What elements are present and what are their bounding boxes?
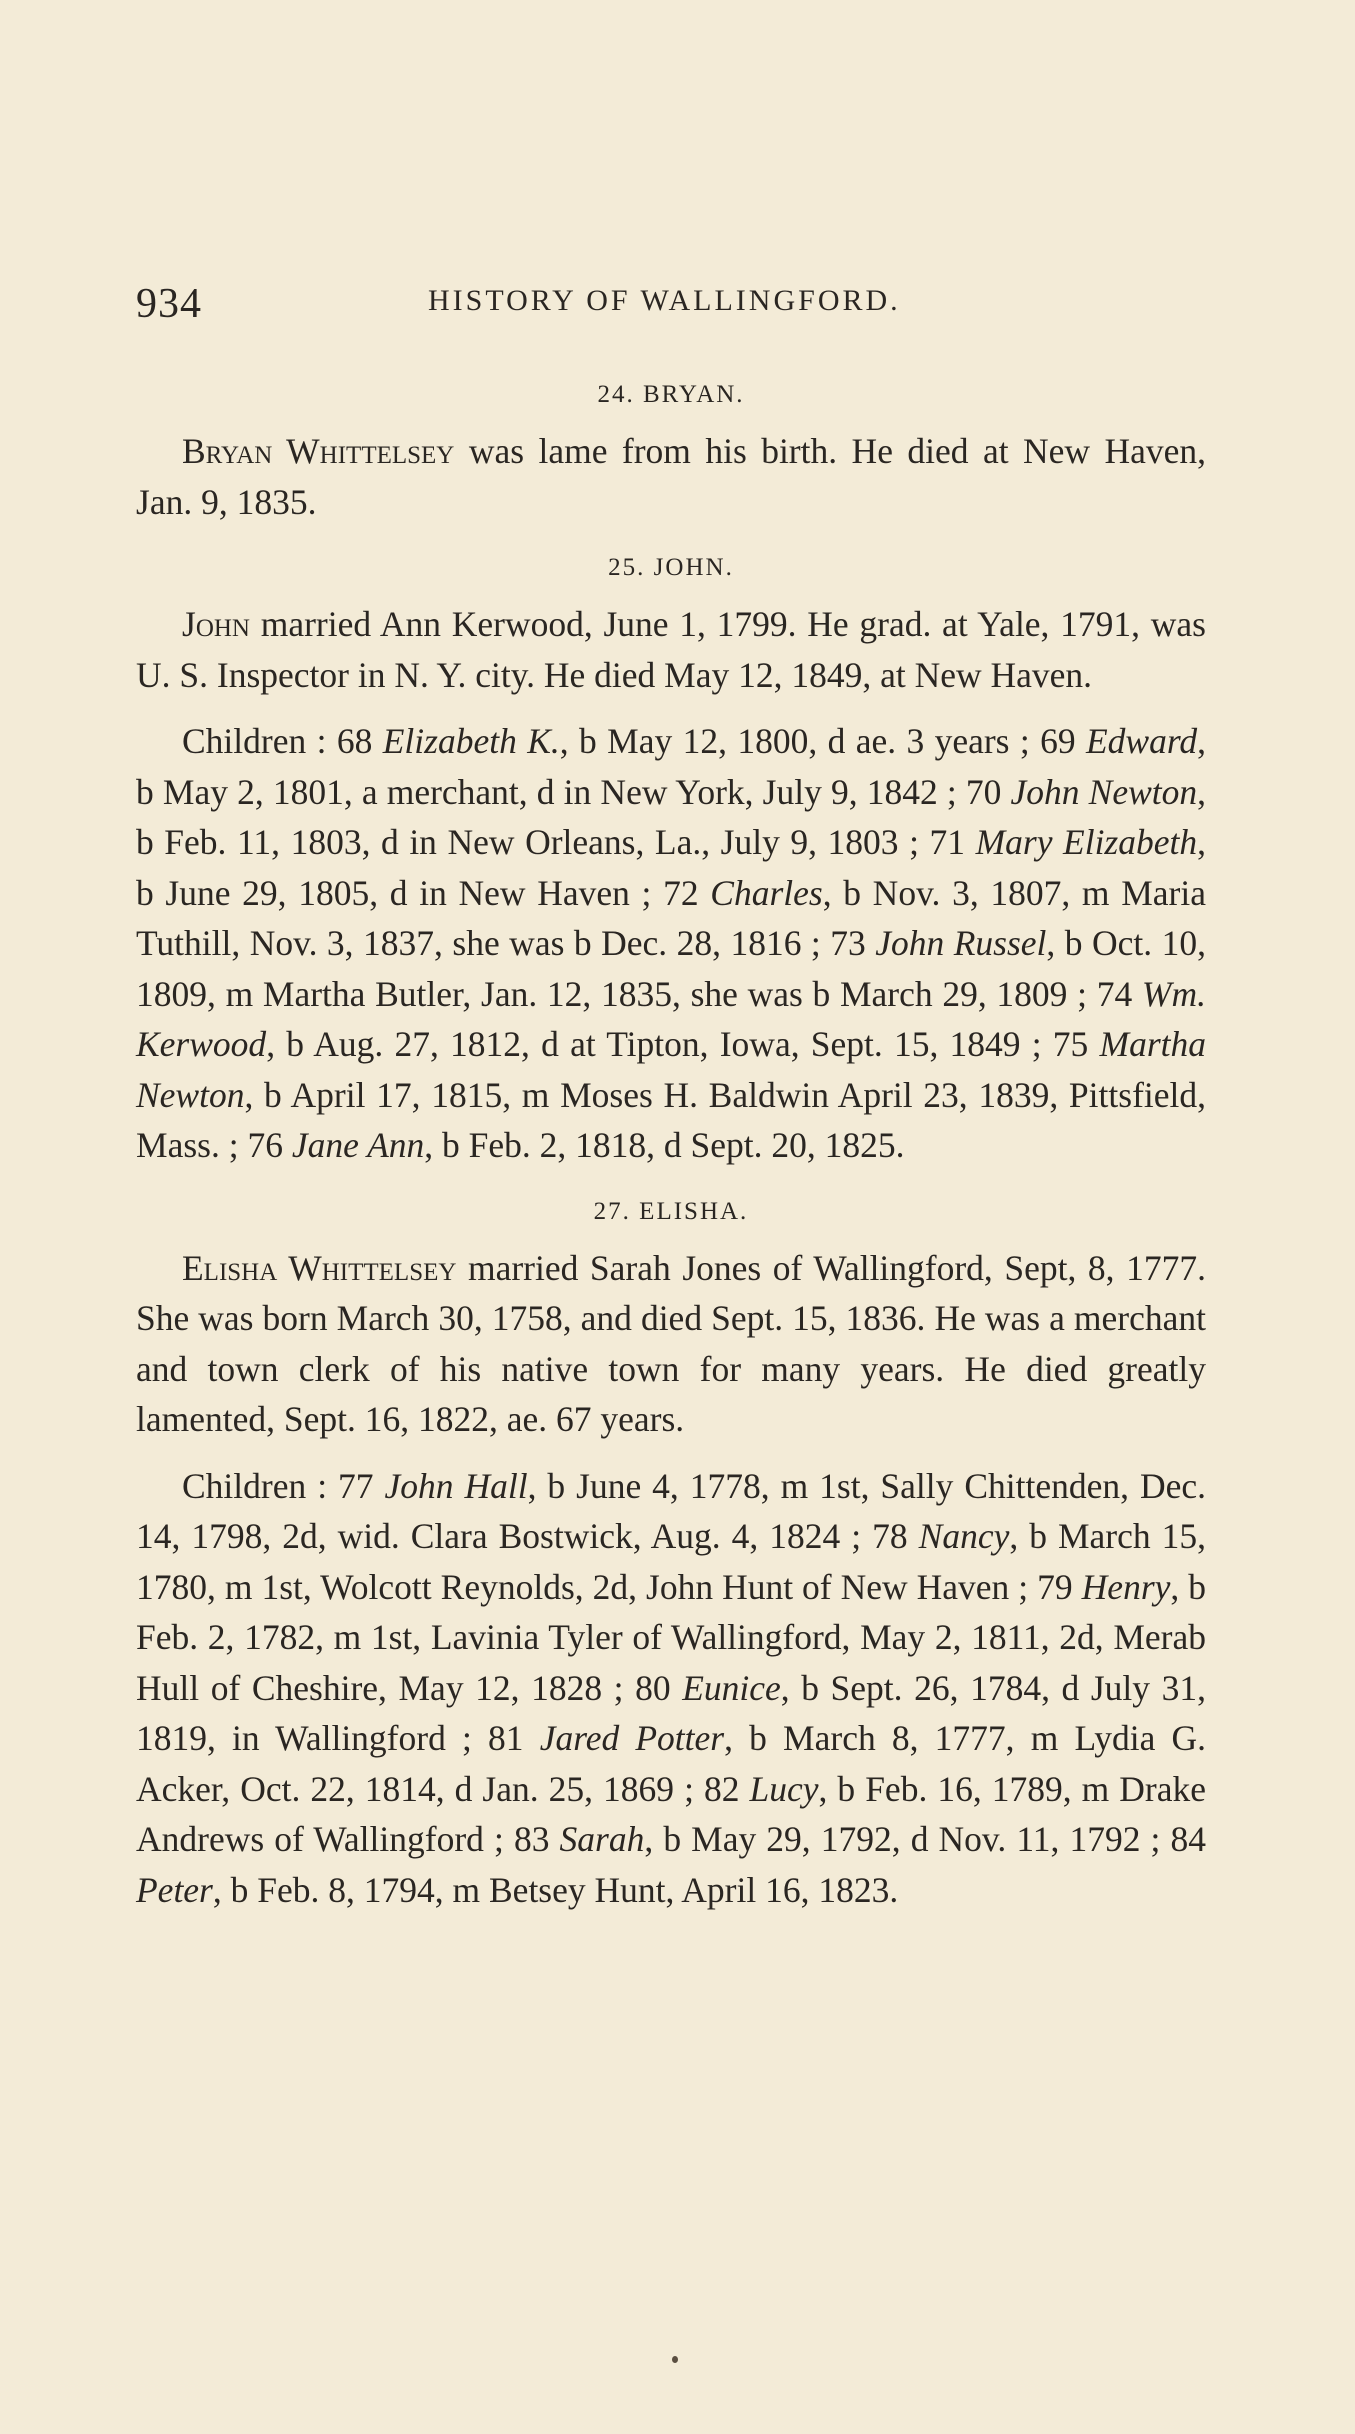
text-run: , b March 15, 1780, m 1st, Wolcott Reynolds, 2d, John Hunt of New Haven ; 79 — [136, 1516, 1207, 1607]
person-name: Elisha Whittelsey — [182, 1247, 457, 1288]
child-name: Nancy — [918, 1516, 1010, 1556]
child-name: Charles — [710, 872, 823, 913]
section-heading: 24. BRYAN. — [597, 381, 745, 408]
child-name: Peter — [136, 1869, 213, 1910]
child-name: John Russel — [875, 923, 1047, 963]
person-name: Bryan Whittelsey — [182, 431, 455, 471]
section-heading: 27. ELISHA. — [593, 1197, 749, 1225]
child-name: Eunice — [682, 1667, 781, 1708]
paragraph — [136, 426, 1206, 527]
child-name: Henry — [1081, 1566, 1171, 1607]
text-run: , b Feb. 11, 1803, d in New Orleans, La., July 9, 1803 ; 71 — [136, 771, 1207, 862]
body-text — [136, 370, 1206, 1931]
text-run: married Sarah Jones of Wallingford, Sept, 8, 1777. She was born March 30, 1758, and died Sept. 15, 1836. He was a merchant and town clerk of his native town for many years. He died greatly lamented, Sept. 16, 1822, ae. 67 years. — [136, 1247, 1206, 1439]
paragraph — [136, 599, 1206, 700]
text-run: , b Feb. 2, 1782, m 1st, Lavinia Tyler of Wallingford, May 2, 1811, 2d, Merab Hull of Cheshire, May 12, 1828 ; 80 — [136, 1566, 1207, 1708]
text-run: , b Sept. 26, 1784, d July 31, 1819, in Wallingford ; 81 — [136, 1667, 1206, 1758]
text-run: , b June 4, 1778, m 1st, Sally Chittenden, Dec. 14, 1798, 2d, wid. Clara Bostwick, Aug. 4, 1824 ; 78 — [136, 1465, 1206, 1556]
printer-mark — [672, 2356, 678, 2363]
page-number: 934 — [136, 281, 202, 327]
text-run: , b March 8, 1777, m Lydia G. Acker, Oct. 22, 1814, d Jan. 25, 1869 ; 82 — [136, 1718, 1206, 1809]
text-run: , b Oct. 10, 1809, m Martha Butler, Jan. 12, 1835, she was b March 29, 1809 ; 74 — [136, 923, 1206, 1014]
running-head: HISTORY OF WALLINGFORD. — [428, 284, 901, 317]
child-name: Elizabeth K. — [382, 721, 560, 761]
text-run: , b Feb. 16, 1789, m Drake Andrews of Wallingford ; 83 — [136, 1768, 1206, 1859]
child-name: John Hall — [384, 1465, 528, 1506]
paragraph — [136, 1243, 1206, 1445]
text-run: , b May 2, 1801, a merchant, d in New York, July 9, 1842 ; 70 — [136, 721, 1206, 812]
text-run: , b Feb. 2, 1818, d Sept. 20, 1825. — [424, 1125, 905, 1165]
text-run: Children : 68 — [182, 721, 383, 761]
text-run: , b Nov. 3, 1807, m Maria Tuthill, Nov. 3, 1837, she was b Dec. 28, 1816 ; 73 — [136, 872, 1206, 963]
text-run: , b May 29, 1792, d Nov. 11, 1792 ; 84 — [644, 1819, 1206, 1859]
child-name: Jared Potter — [539, 1718, 725, 1758]
child-name: Jane Ann — [291, 1125, 425, 1165]
text-run: , b June 29, 1805, d in New Haven ; 72 — [136, 822, 1206, 913]
text-run: , b May 12, 1800, d ae. 3 years ; 69 — [559, 721, 1086, 761]
page-header — [136, 276, 1206, 336]
text-run: Children : 77 — [182, 1465, 385, 1506]
child-name: Lucy — [749, 1768, 819, 1809]
child-name: Wm. Kerwood — [136, 973, 1206, 1064]
text-run: , b Feb. 8, 1794, m Betsey Hunt, April 16, 1823. — [212, 1869, 899, 1910]
child-name: John Newton — [1010, 771, 1198, 812]
child-name: Edward — [1086, 721, 1198, 761]
text-run: , b Aug. 27, 1812, d at Tipton, Iowa, Sept. 15, 1849 ; 75 — [266, 1024, 1100, 1064]
child-name: Sarah — [559, 1819, 645, 1859]
text-run: , b April 17, 1815, m Moses H. Baldwin April 23, 1839, Pittsfield, Mass. ; 76 — [136, 1074, 1206, 1165]
paragraph — [136, 716, 1206, 1171]
text-run: was lame from his birth. He died at New Haven, Jan. 9, 1835. — [136, 431, 1206, 522]
child-name: Martha Newton — [136, 1024, 1206, 1115]
text-run: married Ann Kerwood, June 1, 1799. He grad. at Yale, 1791, was U. S. Inspector in N. Y. city. He died May 12, 1849, at New Haven. — [136, 604, 1206, 695]
paragraph — [136, 1461, 1206, 1916]
child-name: Mary Elizabeth — [975, 822, 1198, 862]
person-name: John — [182, 604, 250, 644]
section-heading: 25. JOHN. — [608, 554, 734, 581]
